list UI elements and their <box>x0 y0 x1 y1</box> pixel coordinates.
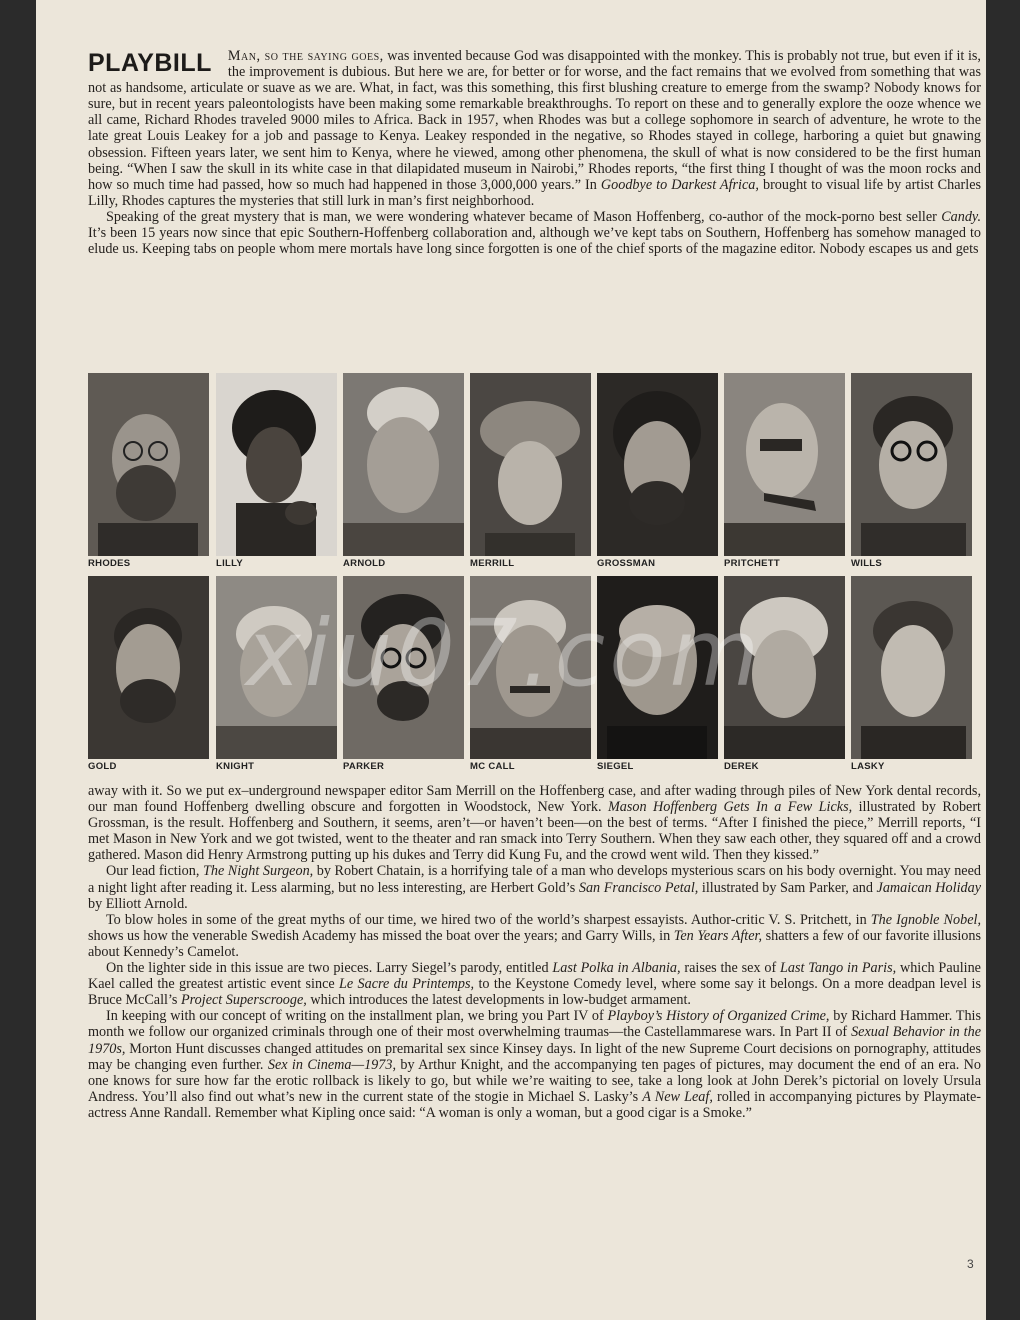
contributor-photo-grid <box>88 373 981 778</box>
paragraph-5: To blow holes in some of the great myths of our time, we hired two of the world’s sharpest essayists. Author-critic V. S. Pritchett, in The Ignoble Nobel, shows us how the venerable Swedish Academy has missed the boat over the years; and Garry Wills, in Ten Years After, shatters a few of our favorite illusions about Kennedy’s Camelot. <box>88 911 981 960</box>
magazine-page <box>36 0 986 1320</box>
paragraph-6: On the lighter side in this issue are two pieces. Larry Siegel’s parody, entitled Last Polka in Albania, raises the sex of Last Tango in Paris, which Pauline Kael called the greatest artistic event since Le Sacre du Printemps, to the Keystone Comedy level, where some say it belongs. On a more deadpan level is Bruce McCall’s Project Superscrooge, which introduces the latest developments in low-budget armament. <box>88 960 981 1009</box>
paragraph-1: Man, so the saying goes, was invented because God was disappointed with the monkey. This is probably not true, but even if it is, the improvement is dubious. But here we are, for better or for worse, and the fact remains that we evolved from something that was not as handsome, articulate or suave as we are. What, in fact, was this something, this first blushing creature to emerge from the swamp? Nobody knows for sure, but in recent years paleontologists have been making some remarkable breakthroughs. To report on these and to generally explore the ooze whence we all came, Richard Rhodes traveled 9000 miles to Africa. Back in 1957, when Rhodes was but a college sophomore in search of adventure, he wrote to the late great Louis Leakey for a job and passage to Kenya. Leakey responded in the negative, so Rhodes stayed in college, harboring a quiet but gnawing obsession. Fifteen years later, we sent him to Kenya, where he viewed, among other phenomena, the skull of what is now considered to be the first human being. “When I saw the skull in its white case in that dilapidated museum in Nairobi,” Rhodes reports, “the first thing I thought of was the moon rocks and how so much time had passed, how so much had happened in those 3,000,000 years.” In Goodbye to Darkest Africa, brought to visual life by artist Charles Lilly, Rhodes captures the mysteries that still lurk in man’s first neighborhood. <box>88 48 982 209</box>
photo-caption: KNIGHT <box>216 761 255 772</box>
photo-caption: PARKER <box>343 761 385 772</box>
paragraph-7: In keeping with our concept of writing on the installment plan, we bring you Part IV of Playboy’s History of Organized Crime, by Richard Hammer. This month we follow our organized criminals through one of their most overwhelming traumas—the Castellammarese wars. In Part II of Sexual Behavior in the 1970s, Morton Hunt discusses changed attitudes on premarital sex since Kinsey days. In light of the new Supreme Court decisions on pornography, attitudes may be changing even further. Sex in Cinema—1973, by Arthur Knight, and the accompanying ten pages of pictures, may document the end of an era. No one knows for sure how far the erotic rollback is likely to go, but while we’re waiting to see, take a long look at John Derek’s pictorial on lovely Ursula Andress. You’ll also find out what’s new in the current state of the stogie in Michael S. Lasky’s A New Leaf, rolled in accompanying pictures by Playmate-actress Anne Randall. Remember what Kipling once said: “A woman is only a woman, but a good cigar is a Smoke.” <box>88 1008 981 1121</box>
article-title: Ten Years After, <box>673 927 763 944</box>
article-title: The Night Surgeon, <box>202 863 314 880</box>
article-title: Playboy’s History of Organized Crime, <box>607 1008 830 1025</box>
paragraph-4: Our lead fiction, The Night Surgeon, by Robert Chatain, is a horrifying tale of a man who develops mysterious scars on his body overnight. You may need a night light after reading it. Less alarming, but no less interesting, are Herbert Gold’s San Francisco Petal, illustrated by Sam Parker, and Jamaican Holiday by Elliott Arnold. <box>88 863 981 912</box>
page-number: 3 <box>967 1257 974 1271</box>
photo-caption: SIEGEL <box>597 761 634 772</box>
photo-caption: GROSSMAN <box>597 558 656 569</box>
article-title: Le Sacre du Printemps, <box>339 976 475 993</box>
photo-caption: WILLS <box>851 558 883 569</box>
photo-caption: LASKY <box>851 761 885 772</box>
article-title: San Francisco Petal, <box>578 879 699 896</box>
playbill-masthead: PLAYBILL <box>88 49 212 77</box>
photo-caption: MC CALL <box>470 761 515 772</box>
article-title: A New Leaf, <box>642 1088 713 1105</box>
photo-caption: ARNOLD <box>343 558 386 569</box>
portrait-image <box>88 373 209 556</box>
paragraph-3: away with it. So we put ex–underground newspaper editor Sam Merrill on the Hoffenberg case, and after wading through piles of New York dental records, our man found Hoffenberg dwelling obscure and forgotten in Woodstock, New York. Mason Hoffenberg Gets In a Few Licks, illustrated by Robert Grossman, is the result. Hoffenberg and Southern, it seems, aren’t—or haven’t been—on the best of terms. “After I finished the piece,” Merrill reports, “I met Mason in New York and we got twisted, went to the theater and ran smack into Terry Southern. When they saw each other, they squared off and a crowd gathered. Mason did Henry Armstrong putting up his dukes and Terry did Kung Fu, and the crowd went wild. Then they kissed.” <box>88 783 981 864</box>
article-title: Jamaican Holiday <box>876 879 981 896</box>
photo-caption: LILLY <box>216 558 244 569</box>
photo-caption: MERRILL <box>470 558 515 569</box>
paragraph-2: Speaking of the great mystery that is man, we were wondering whatever became of Mason Hoffenberg, co-author of the mock-porno best seller Candy. It’s been 15 years now since that epic Southern-Hoffenberg collaboration and, although we’ve kept tabs on Southern, Hoffenberg has somehow managed to elude us. Keeping tabs on people whom mere mortals have long since forgotten is one of the chief sports of the magazine editor. Nobody escapes us and gets <box>88 208 981 258</box>
article-title: Goodbye to Darkest Africa, <box>600 176 759 193</box>
article-title: Sex in Cinema—1973, <box>267 1056 396 1073</box>
article-title: Last Polka in Albania, <box>552 960 681 977</box>
photo-caption: DEREK <box>724 761 759 772</box>
article-title: Sexual Behavior in the 1970s, <box>88 1024 981 1057</box>
photo-caption: PRITCHETT <box>724 558 781 569</box>
continued-text <box>88 783 981 1121</box>
article-title: Mason Hoffenberg Gets In a Few Licks, <box>607 799 853 816</box>
article-title: The Ignoble Nobel, <box>870 911 981 928</box>
article-title: Candy. <box>941 208 981 225</box>
watermark: xiu07.com <box>246 600 764 707</box>
intro-text <box>88 48 981 257</box>
article-title: Project Superscrooge, <box>181 992 307 1009</box>
photo-caption: GOLD <box>88 761 117 772</box>
photo-caption: RHODES <box>88 558 131 569</box>
article-title: Last Tango in Paris, <box>779 960 897 977</box>
lead-caps: Man, so the saying goes, <box>227 48 384 64</box>
